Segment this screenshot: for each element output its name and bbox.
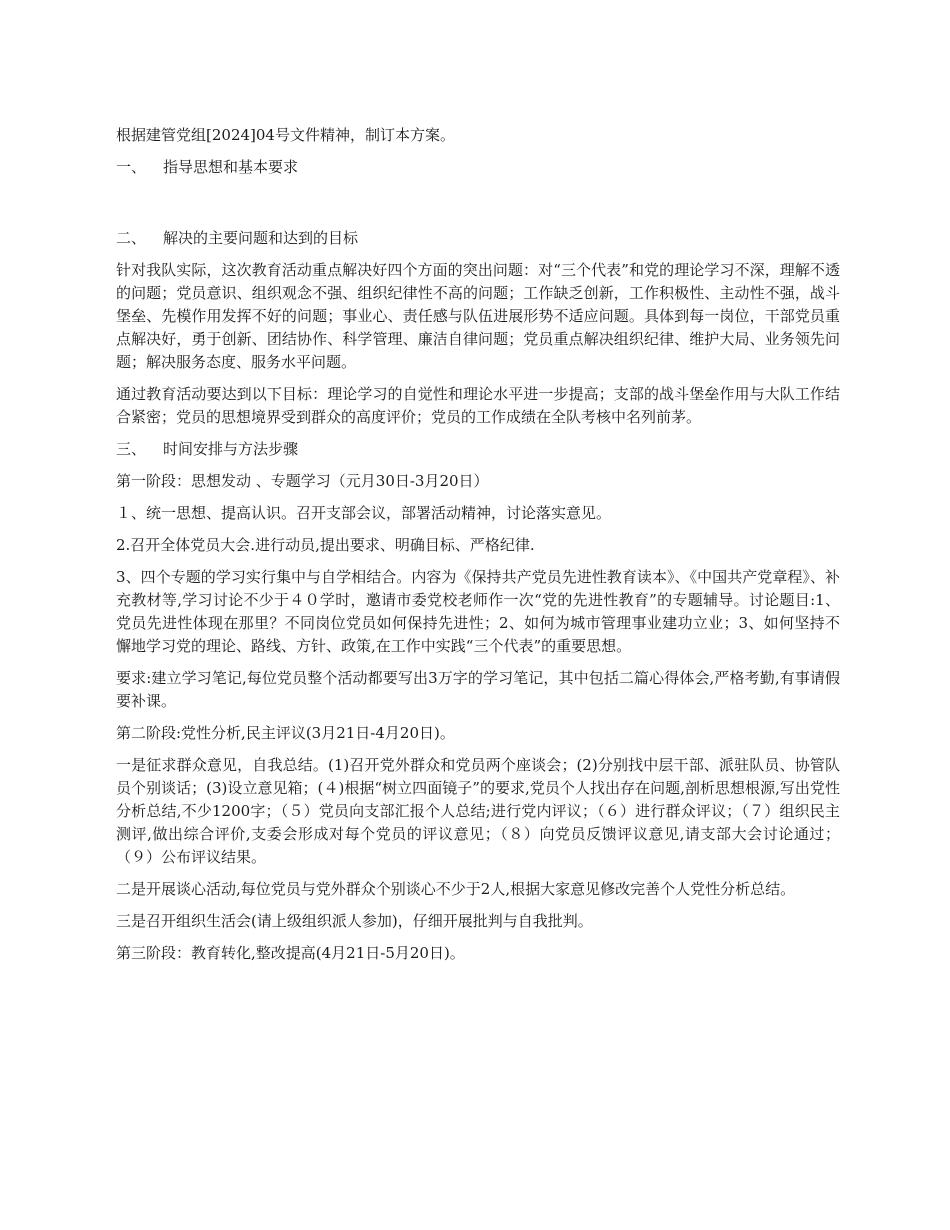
stage1-item-3: 3、四个专题的学习实行集中与自学相结合。内容为《保持共产党员先进性教育读本》、《中国共产党章程》、补充教材等,学习讨论不少于４０学时，邀请市委党校老师作一次“党的先进性教育”的专题辅导。讨论题目:1、党员先进性体现在那里？不同岗位党员如何保持先进性；2、如何为城市管理事业建功立业；3、如何坚持不懈地学习党的理论、路线、方针、政策,在工作中实践“三个代表”的重要思想。 — [116, 568, 840, 655]
stage3-title: 第三阶段：教育转化,整改提高(4月21日-5月20日)。 — [116, 944, 465, 962]
blank-space — [116, 188, 840, 227]
stage1-title: 第一阶段：思想发动 、专题学习（元月30日-3月20日） — [116, 472, 489, 490]
stage2-title: 第二阶段:党性分析,民主评议(3月21日-4月20日)。 — [116, 724, 455, 742]
goals-paragraph: 通过教育活动要达到以下目标：理论学习的自觉性和理论水平进一步提高；支部的战斗堡垒作用与大队工作结合紧密；党员的思想境界受到群众的高度评价；党员的工作成绩在全队考核中名列前茅。 — [116, 385, 840, 426]
problems-paragraph: 针对我队实际，这次教育活动重点解决好四个方面的突出问题：对“三个代表”和党的理论学习不深，理解不透的问题；党员意识、组织观念不强、组织纪律性不高的问题；工作缺乏创新，工作积极性、主动性不强，战斗堡垒、先模作用发挥不好的问题；事业心、责任感与队伍进展形势不适应问题。具体到每一岗位，干部党员重点解决好，勇于创新、团结协作、科学管理、廉洁自律问题；党员重点解决组织纪律、维护大局、业务领先问题；解决服务态度、服务水平问题。 — [116, 261, 840, 371]
section-number: 三、 — [116, 440, 147, 458]
section-number: 一、 — [116, 158, 147, 176]
section-heading-3 — [116, 438, 840, 461]
section-title: 时间安排与方法步骤 — [163, 440, 299, 458]
stage2-item-1: 一是征求群众意见，自我总结。(1)召开党外群众和党员两个座谈会；(2)分别找中层干部、派驻队员、协管队员个别谈话；(3)设立意见箱；(４)根据“树立四面镜子”的要求,党员个人找出存在问题,剖析思想根源,写出党性分析总结,不少1200字；（５）党员向支部汇报个人总结;进行党内评议；（６）进行群众评议；（７）组织民主测评,做出综合评价,支委会形成对每个党员的评议意见；（８）向党员反馈评议意见,请支部大会讨论通过；（９）公布评议结果。 — [116, 756, 840, 866]
stage1-item-2: 2.召开全体党员大会.进行动员,提出要求、明确目标、严格纪律. — [116, 536, 535, 554]
intro-paragraph: 根据建管党组[2024]04号文件精神，制订本方案。 — [116, 126, 455, 144]
document-body — [116, 124, 840, 974]
stage1-item-1: １、统一思想、提高认识。召开支部会议，部署活动精神，讨论落实意见。 — [116, 504, 612, 522]
stage1-requirements: 要求:建立学习笔记,每位党员整个活动都要写出3万字的学习笔记，其中包括二篇心得体会,严格考勤,有事请假要补课。 — [116, 669, 841, 710]
section-heading-1 — [116, 156, 840, 179]
section-heading-2 — [116, 227, 840, 250]
section-number: 二、 — [116, 229, 147, 247]
stage2-item-2: 二是开展谈心活动,每位党员与党外群众个别谈心不少于2人,根据大家意见修改完善个人党性分析总结。 — [116, 880, 796, 898]
section-title: 解决的主要问题和达到的目标 — [163, 229, 359, 247]
section-title: 指导思想和基本要求 — [163, 158, 299, 176]
stage2-item-3: 三是召开组织生活会(请上级组织派人参加)，仔细开展批判与自我批判。 — [116, 912, 593, 930]
